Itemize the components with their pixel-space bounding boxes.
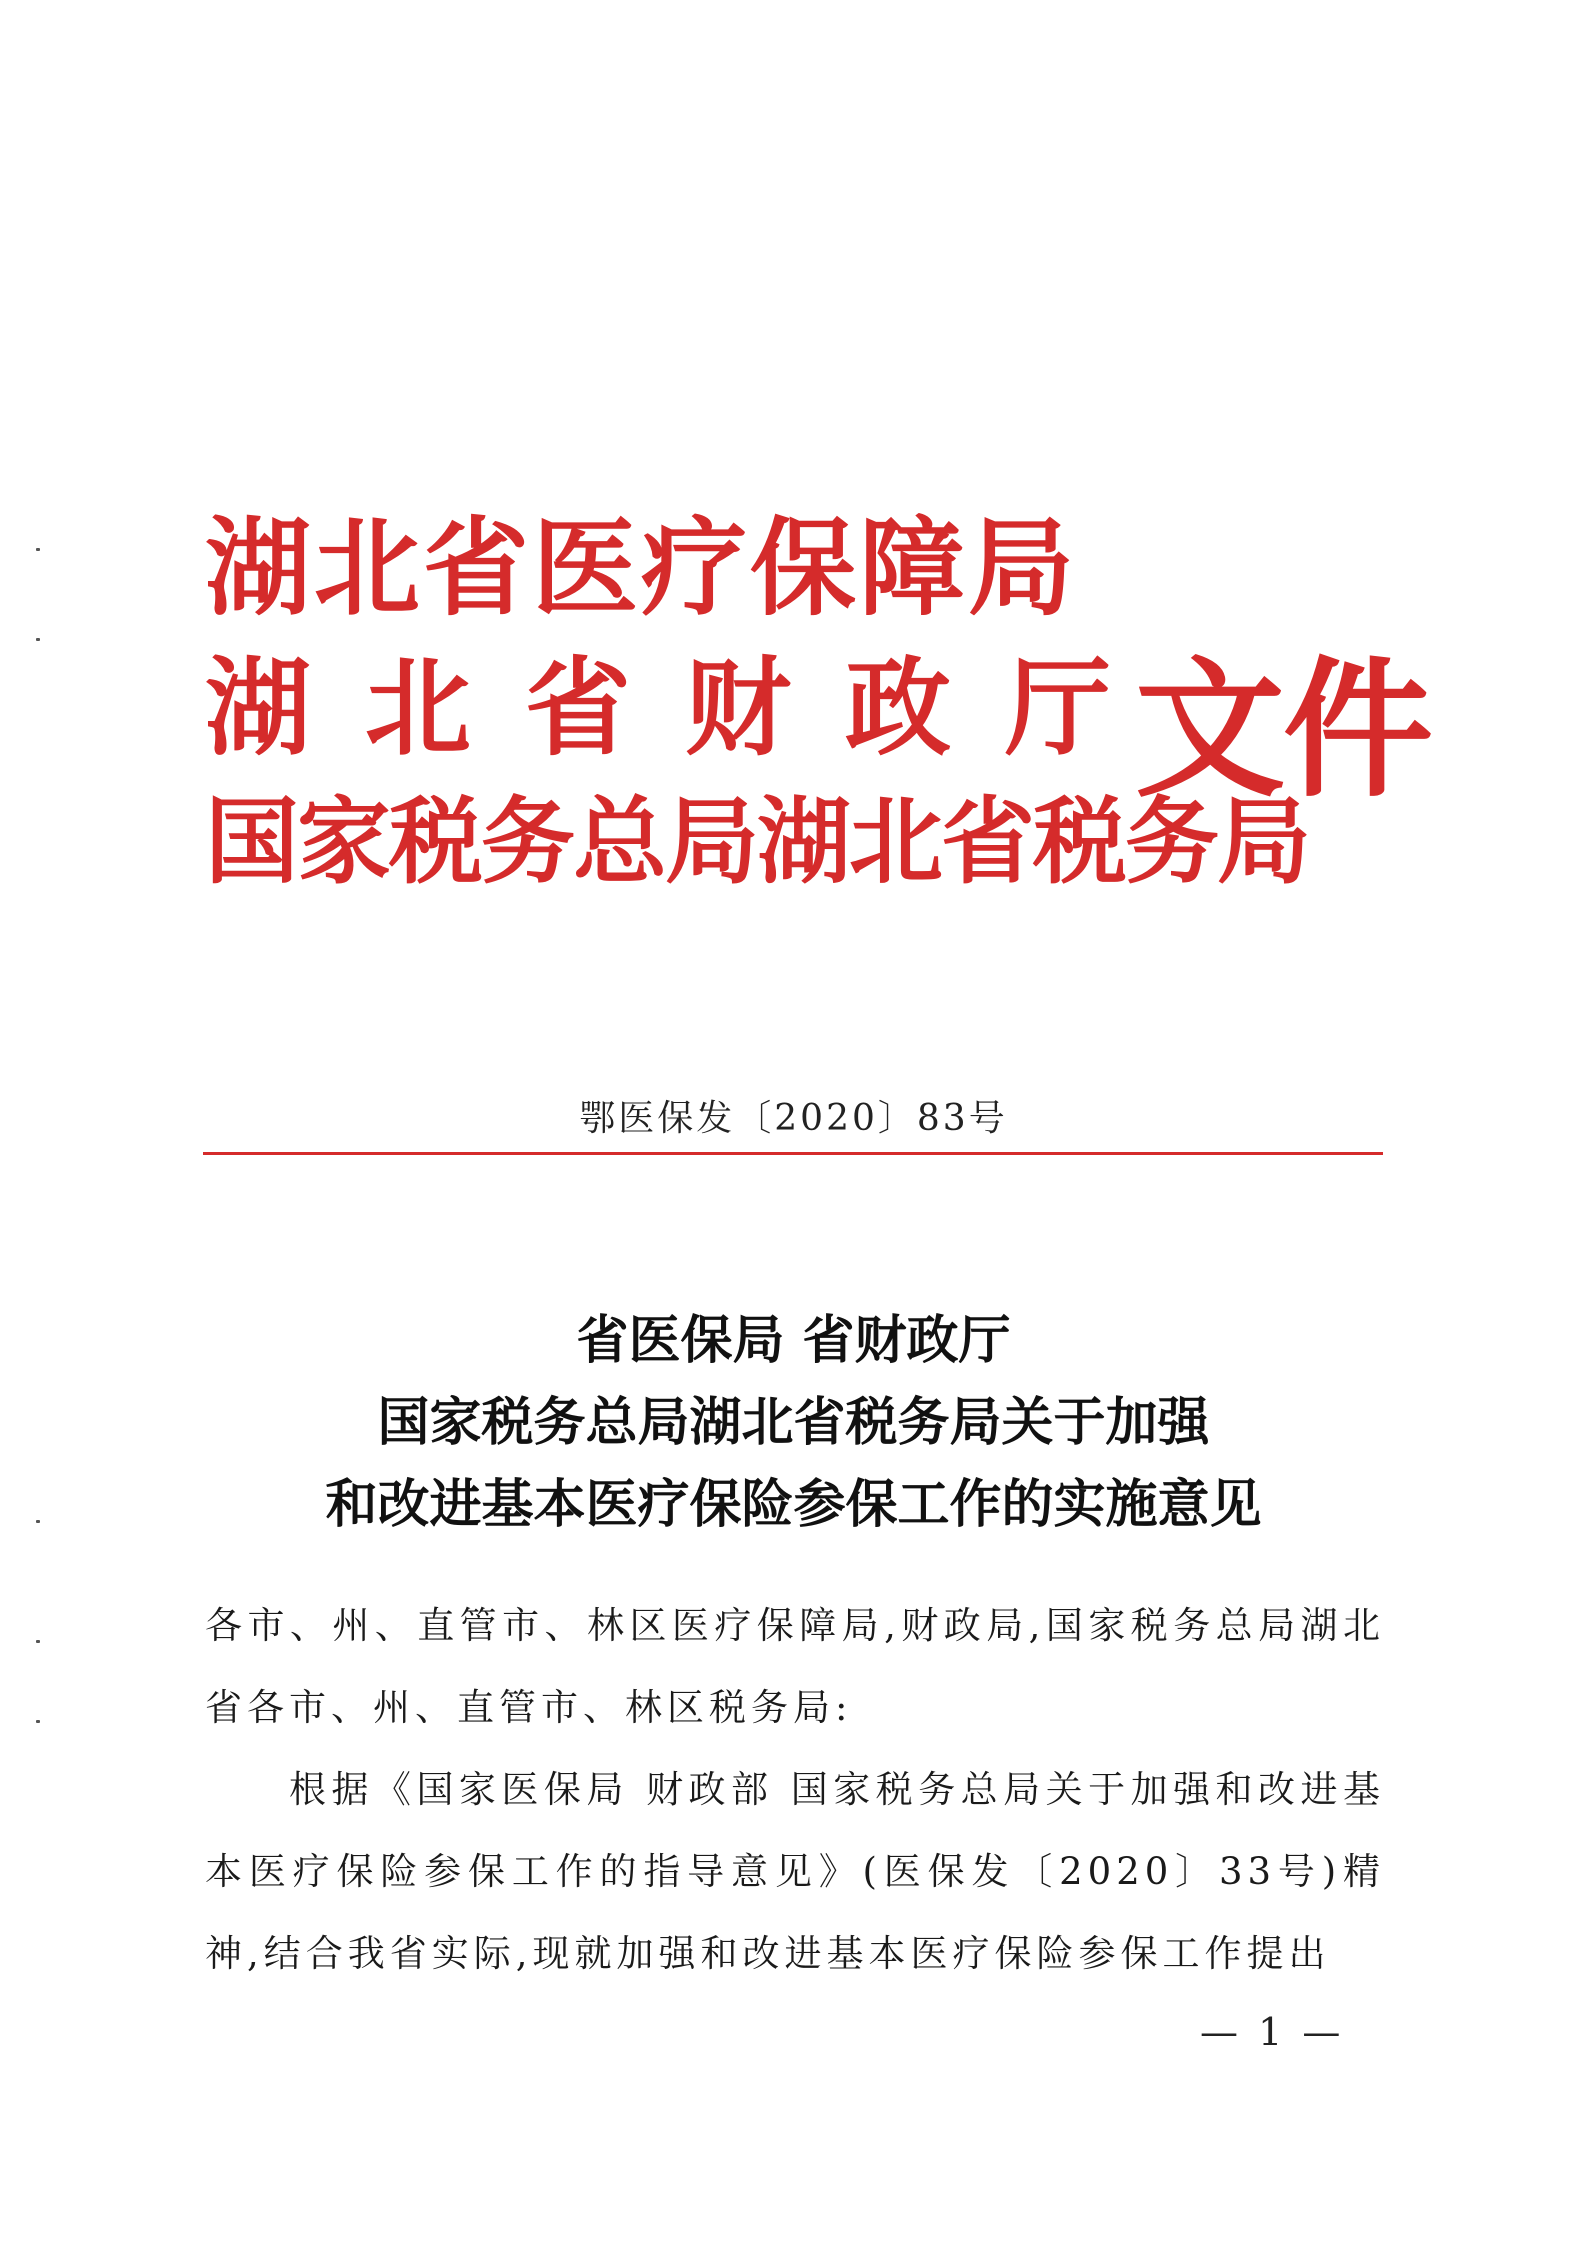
scan-speck	[36, 548, 40, 551]
title-line-1: 省医保局 省财政厅	[576, 1311, 1011, 1371]
issuer-line-2: 湖北省财政厅	[205, 645, 1165, 770]
issuer-line-1: 湖北省医疗保障局	[205, 505, 1077, 630]
page-number: — 1 —	[1200, 2010, 1345, 2054]
title-line-3: 和改进基本医疗保险参保工作的实施意见	[325, 1475, 1262, 1535]
red-masthead	[205, 505, 1432, 955]
red-separator-line	[203, 1152, 1383, 1155]
salutation: 各市、州、直管市、林区医疗保障局,财政局,国家税务总局湖北省各市、州、直管市、林区税务局:	[205, 1604, 1385, 1729]
document-number: 鄂医保发〔2020〕83号	[579, 1098, 1008, 1139]
body-paragraph: 根据《国家医保局 财政部 国家税务总局关于加强和改进基本医疗保险参保工作的指导意见》(医保发〔2020〕33号)精神,结合我省实际,现就加强和改进基本医疗保险参保工作提出	[205, 1768, 1385, 1975]
issuer-line-3: 国家税务总局湖北省税务局	[205, 787, 1310, 897]
title-line-2: 国家税务总局湖北省税务局关于加强	[377, 1393, 1210, 1453]
document-body	[205, 1585, 1385, 1995]
document-title	[0, 1300, 1587, 1546]
file-word: 文件	[1135, 642, 1432, 818]
scan-speck	[36, 1640, 40, 1643]
scan-speck	[36, 638, 40, 641]
scan-speck	[36, 1720, 40, 1723]
